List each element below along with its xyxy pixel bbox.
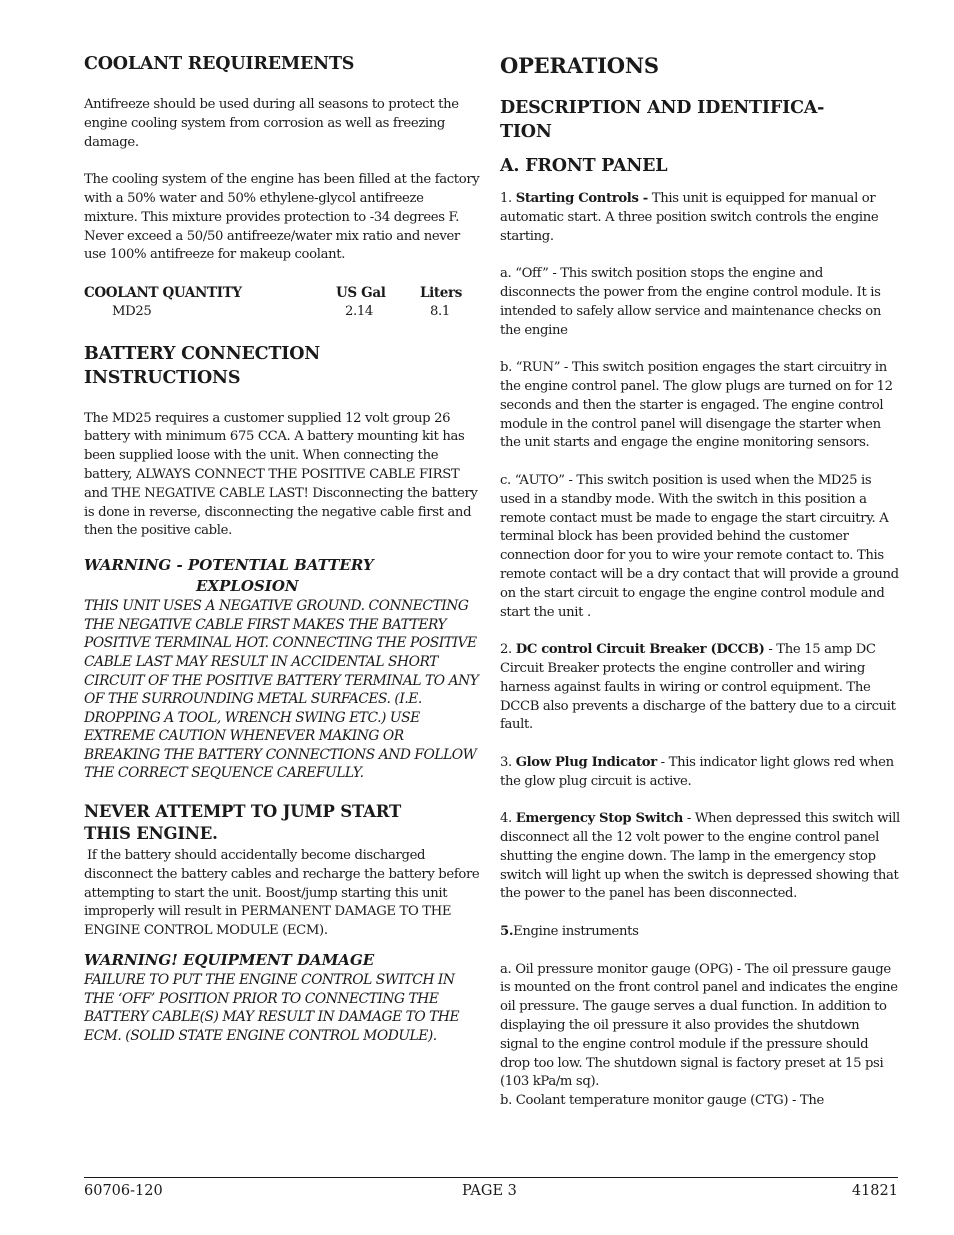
item-dc-circuit-breaker [500,641,900,735]
item-2-label: DC control Circuit Breaker (DCCB) [515,642,765,658]
coolant-quantity-header-row [84,284,480,303]
item-starting-controls [500,190,900,246]
coolant-paragraph-1: Antifreeze should be used during all seasons to protect the engine cooling system from corrosion as well as freezing damage. [84,97,459,150]
item-5b-coolant-temperature: b. Coolant temperature monitor gauge (CTG) - The [500,1093,824,1109]
warning-equipment-damage-heading: WARNING! EQUIPMENT DAMAGE [84,951,375,970]
left-column [84,52,480,1045]
item-3-label: Glow Plug Indicator [515,754,657,770]
warning-1-line-1: WARNING - POTENTIAL BATTERY [84,556,374,575]
coolant-requirements-heading: COOLANT REQUIREMENTS [84,54,355,74]
item-2-text: - The 15 amp DC Circuit Breaker protects the engine controller and wiring harness against faults in wiring or control equipment. The DCCB also prevents a discharge of the battery due to a circuit fault. [500,642,896,733]
warning-equipment-damage-body: FAILURE TO PUT THE ENGINE CONTROL SWITCH IN THE ‘OFF’ POSITION PRIOR TO CONNECTING THE BATTERY CABLE(S) MAY RESULT IN DAMAGE TO THE ECM. (SOLID STATE ENGINE CONTROL MODULE). [84,972,460,1044]
item-3-text: - This indicator light glows red when the glow plug circuit is active. [500,754,894,789]
battery-paragraph: The MD25 requires a customer supplied 12 volt group 26 battery with minimum 675 CCA. A battery mounting kit has been supplied loose with the unit. When connecting the battery, ALWAYS CONNECT THE POSITIVE CABLE FIRST and THE NEGATIVE CABLE LAST! Disconnecting the battery is done in reverse, disconnecting the negative cable first and then the positive cable. [84,410,478,539]
footer-doc-number: 60706-120 [84,1183,163,1199]
jump-start-line-1: NEVER ATTEMPT TO JUMP START [84,802,402,822]
item-1-label: Starting Controls - [515,191,648,206]
liters-cell: 8.1 [430,303,450,319]
item-5-text: Engine instruments [513,924,639,940]
item-3-number: 3. [500,754,512,770]
item-emergency-stop-switch [500,810,900,904]
description-heading-line-1: DESCRIPTION AND IDENTIFICA- [500,98,825,118]
item-1-number: 1. [500,191,512,206]
item-1b-run: b. “RUN” - This switch position engages the start circuitry in the engine control panel. The glow plugs are turned on for 12 seconds and then the starter is engaged. The engine control module in the control panel will disengage the starter when the unit starts and engage the engine monitoring sensors. [500,360,893,451]
table-row [84,303,480,322]
jump-start-line-2: THIS ENGINE. [84,824,218,844]
us-gal-header: US Gal [336,284,386,301]
liters-header: Liters [420,284,463,301]
item-glow-plug-indicator [500,754,900,792]
item-4-text: - When depressed this switch will disconnect all the 12 volt power to the engine control panel shutting the engine down. The lamp in the emergency stop switch will light up when the switch is depressed showing that the power to the panel has been disconnected. [500,811,900,902]
footer-divider [84,1177,898,1178]
operations-heading: OPERATIONS [500,53,659,78]
battery-connection-heading [84,342,480,390]
item-1a-off: a. “Off” - This switch position stops the engine and disconnects the power from the engine control module. It is intended to safely allow service and maintenance checks on the engine [500,266,881,338]
coolant-quantity-table [84,284,480,322]
coolant-quantity-header: COOLANT QUANTITY [84,284,242,301]
item-4-label: Emergency Stop Switch [515,811,684,827]
description-identification-heading [500,96,900,144]
item-1-text: This unit is equipped for manual or automatic start. A three position switch controls the engine starting. [500,191,879,244]
coolant-paragraph-2: The cooling system of the engine has been filled at the factory with a 50% water and 50% ethylene-glycol antifreeze mixture. This mixture provides protection to -34 degrees F. Never exceed a 50/50 antifreeze/water mix ratio and never use 100% antifreeze for makeup coolant. [84,172,480,263]
item-engine-instruments [500,923,900,942]
right-column [500,52,900,1111]
warning-battery-explosion-body: THIS UNIT USES A NEGATIVE GROUND. CONNECTING THE NEGATIVE CABLE FIRST MAKES THE BATTERY POSITIVE TERMINAL HOT. CONNECTING THE POSITIVE CABLE LAST MAY RESULT IN ACCIDENTAL SHORT CIRCUIT OF THE POSITIVE BATTERY TERMINAL TO ANY OF THE SURROUNDING METAL SURFACES. (I.E. DROPPING A TOOL, WRENCH SWING ETC.) USE EXTREME CAUTION WHENEVER MAKING OR BREAKING THE BATTERY CONNECTIONS AND FOLLOW THE CORRECT SEQUENCE CAREFULLY. [84,598,479,782]
item-2-number: 2. [500,642,512,658]
warning-1-line-2: EXPLOSION [196,577,299,596]
jump-start-paragraph: If the battery should accidentally become discharged disconnect the battery cables and recharge the battery before attempting to start the unit. Boost/jump starting this unit improperly will result in PERMANENT DAMAGE TO THE ENGINE CONTROL MODULE (ECM). [84,848,480,939]
item-5-number: 5. [500,924,514,940]
item-4-number: 4. [500,811,512,827]
battery-heading-line-2: INSTRUCTIONS [84,367,241,388]
item-1c-auto: c. “AUTO” - This switch position is used when the MD25 is used in a standby mode. With the switch in this position a remote contact must be made to engage the start circuitry. A terminal block has been provided behind the customer connection door for you to wire your remote contact to. This remote contact will be a dry contact that will provide a ground on the start circuit to engage the engine control module and start the unit . [500,472,899,620]
us-gal-cell: 2.14 [345,303,373,319]
description-heading-line-2: TION [500,122,552,142]
battery-heading-line-1: BATTERY CONNECTION [84,343,321,364]
footer-page-number: PAGE 3 [462,1183,517,1199]
item-5a-oil-pressure: a. Oil pressure monitor gauge (OPG) - The oil pressure gauge is mounted on the front control panel and indicates the engine oil pressure. The gauge serves a dual function. In addition to displaying the oil pressure it also provides the shutdown signal to the engine control module if the pressure should drop too low. The shutdown signal is factory preset at 15 psi (103 kPa/m sq). [500,961,898,1090]
jump-start-heading [84,801,480,845]
footer-code: 41821 [851,1183,898,1199]
warning-battery-explosion-heading [84,555,480,597]
model-cell: MD25 [112,303,152,319]
front-panel-heading: A. FRONT PANEL [500,156,668,176]
